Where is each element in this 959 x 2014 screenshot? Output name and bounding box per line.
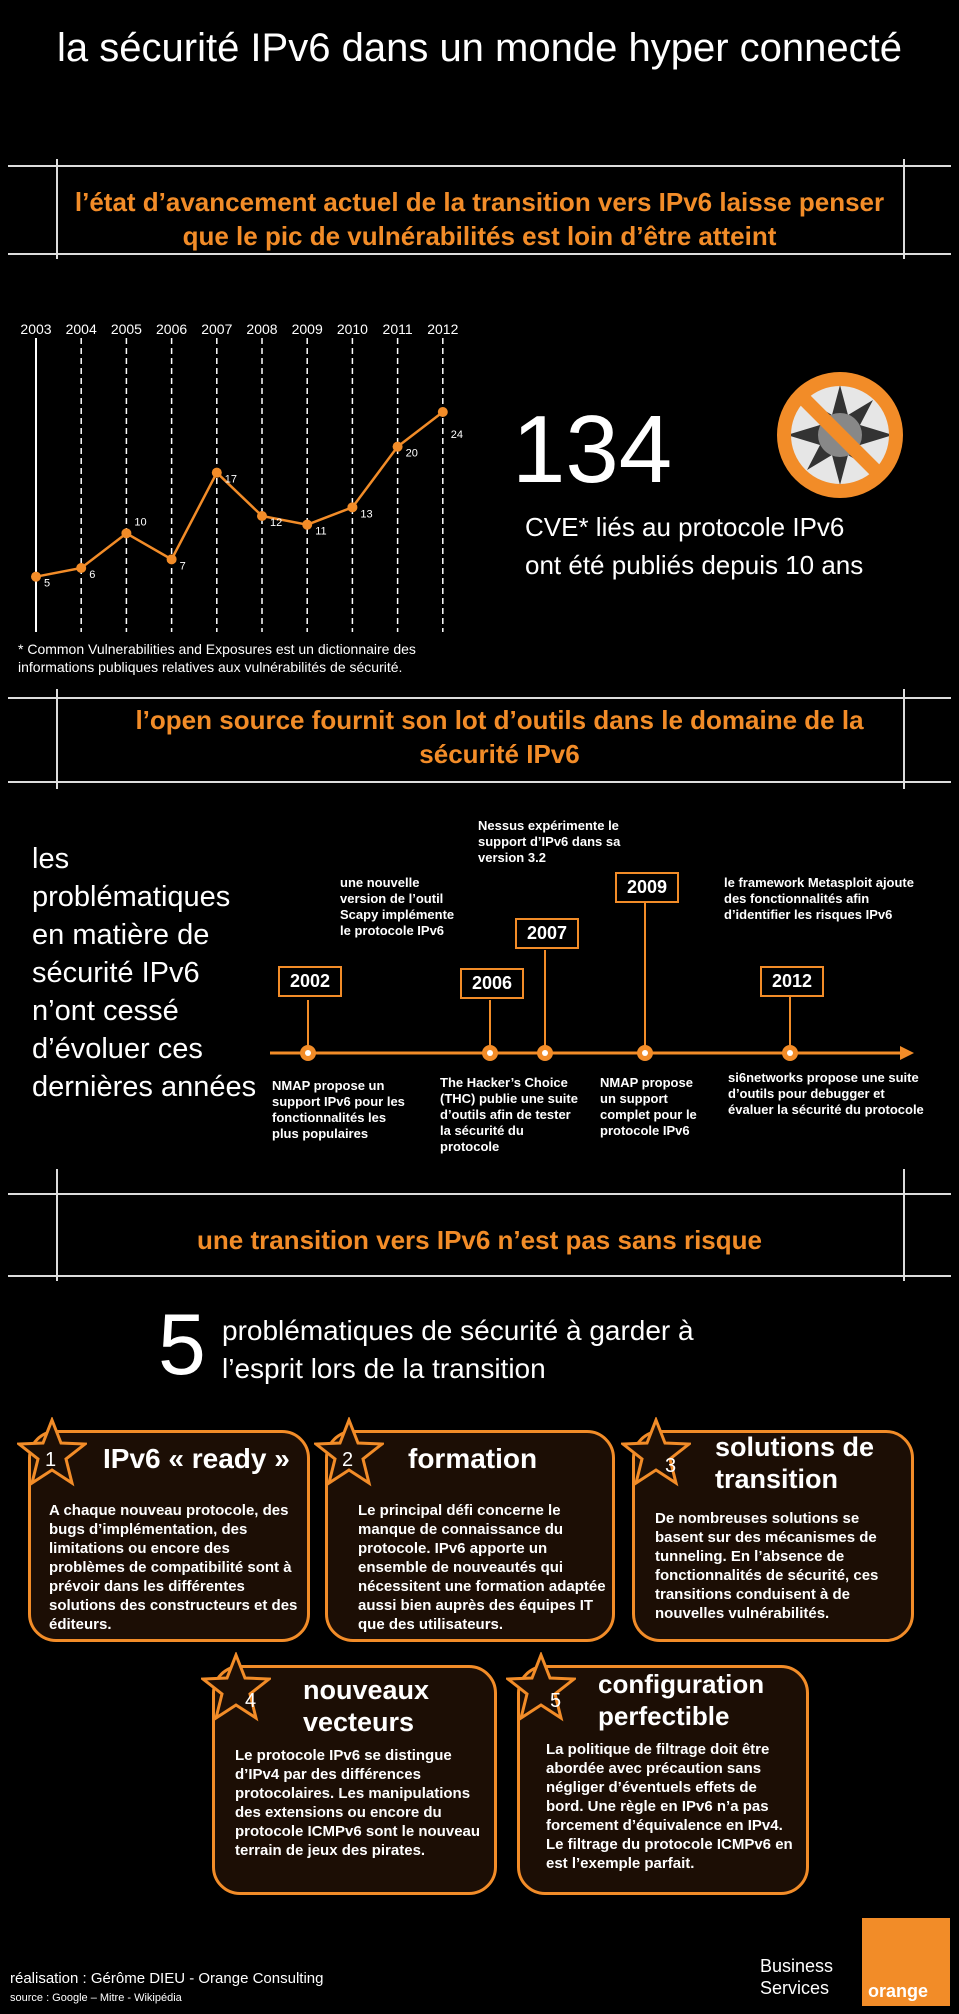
card-title: IPv6 « ready » [103, 1443, 290, 1474]
chart-point [393, 442, 403, 452]
chart-data-label: 17 [224, 473, 238, 486]
card-number: 2 [342, 1449, 354, 1471]
cve-count: 134 [512, 396, 673, 503]
chart-point [76, 563, 86, 573]
chart-point [438, 407, 448, 417]
chart-data-label: 13 [360, 508, 373, 521]
card-body: Le principal défi concerne le manque de connaissance du protocole. IPv6 apporte un ensemble de nouveautés qui nécessitent une formation adaptée aussi bien auprès des équipes IT que des utilisateurs. [358, 1502, 606, 1633]
chart-point [347, 502, 357, 512]
star-icon [621, 1417, 691, 1487]
star-icon [506, 1652, 576, 1722]
timeline-note-2012: si6networks propose une suite d’outils pour debugger et évaluer la sécurité du protocole [728, 1070, 924, 1117]
chart-point [31, 572, 41, 582]
orange-logo [862, 1918, 950, 2006]
chart-point [167, 554, 177, 564]
timeline-axis [260, 1025, 920, 1065]
services-label: Services [760, 1978, 830, 1998]
chart-data-label: 12 [270, 517, 283, 529]
timeline-year-2009: 2009 [615, 872, 679, 903]
five-text [222, 1312, 782, 1388]
cve-line-2: ont été publiés depuis 10 ans [525, 550, 864, 580]
section-header-transition [0, 155, 959, 265]
business-label: Business [760, 1956, 834, 1976]
card-number: 1 [45, 1449, 57, 1471]
card-title: nouveaux vecteurs [303, 1675, 430, 1737]
footnote-line-1: * Common Vulnerabilities and Exposures est un dictionnaire des [18, 641, 416, 657]
chart-series-line [36, 412, 443, 577]
card-title: solutions de transition [715, 1432, 875, 1494]
chart-year-label: 2009 [291, 321, 323, 337]
chart-year-label: 2008 [246, 321, 278, 337]
chart-year-label: 2011 [382, 321, 413, 337]
chart-point [257, 511, 267, 521]
chart-year-label: 2005 [110, 321, 142, 337]
star-icon [201, 1652, 271, 1722]
chart-point [212, 468, 222, 478]
business-services [760, 1955, 833, 1999]
timeline-note-2002: NMAP propose un support IPv6 pour les fonctionnalités les plus populaires [272, 1078, 405, 1141]
timeline-note-2006: The Hacker’s Choice (THC) publie une suite d’outils afin de tester la sécurité du protocole [440, 1075, 578, 1154]
chart-data-label: 24 [450, 429, 464, 441]
card-title: formation [408, 1443, 538, 1474]
card-configuration [517, 1665, 809, 1895]
chart-data-label: 10 [134, 516, 147, 529]
section-header-open-source [0, 685, 959, 795]
section-1-text: l’état d’avancement actuel de la transition vers IPv6 laisse penser que le pic de vulnérabilités est loin d’être atteint [74, 187, 885, 251]
card-ipv6-ready [28, 1430, 310, 1642]
chart-data-label: 5 [44, 577, 51, 590]
chart-year-label: 2004 [65, 321, 97, 337]
timeline-year-2007: 2007 [515, 918, 579, 949]
card-number: 5 [550, 1690, 562, 1712]
chart-data-label: 7 [179, 560, 186, 573]
section-2-text: l’open source fournit son lot d’outils dans le domaine de la sécurité IPv6 [135, 705, 864, 769]
card-formation [325, 1430, 615, 1642]
chart-year-label: 2012 [427, 321, 459, 337]
card-new-vectors [212, 1665, 497, 1895]
card-body: Le protocole IPv6 se distingue d’IPv4 par des différences protocolaires. Les manipulations des extensions ou encore du protocole ICMPv6 sont le nouveau terrain de jeux des pirates. [235, 1747, 481, 1859]
five-line-1: problématiques de sécurité à garder à [222, 1315, 694, 1346]
chart-year-label: 2003 [20, 321, 52, 337]
chart-year-label: 2010 [336, 321, 368, 337]
card-number: 4 [245, 1690, 257, 1712]
footnote-line-2: informations publiques relatives aux vulnérabilités de sécurité. [18, 659, 403, 675]
five-number: 5 [158, 1297, 206, 1393]
timeline-intro: les problématiques en matière de sécurité IPv6 n’ont cessé d’évoluer ces dernières années [32, 843, 257, 1103]
chart-year-label: 2007 [201, 321, 233, 337]
five-line-2: l’esprit lors de la transition [222, 1353, 546, 1384]
cve-description [525, 508, 863, 584]
chart-year-label: 2006 [156, 321, 188, 337]
card-number: 3 [665, 1455, 677, 1477]
source: source : Google – Mitre - Wikipédia [10, 1992, 182, 2004]
timeline-note-2007: Nessus expérimente le support d’IPv6 dans sa version 3.2 [478, 818, 621, 865]
chart-data-label: 20 [405, 447, 418, 460]
card-body: A chaque nouveau protocole, des bugs d’implémentation, des limitations ou encore des problèmes de compatibilité sont à prévoir dans les différentes solutions des constructeurs et des éditeurs. [49, 1502, 298, 1633]
card-body: La politique de filtrage doit être abordée avec précaution sans négliger d’éventuels effets de bord. Une règle en IPv6 n’a pas forcement d’équivalence en IPv4. Le filtrage du protocole ICMPv6 en est l’exemple parfait. [546, 1741, 793, 1872]
chart-data-label: 11 [315, 525, 327, 538]
page-title: la sécurité IPv6 dans un monde hyper connecté [57, 26, 902, 70]
orange-logo-text: orange [868, 1981, 929, 2001]
timeline-note-scapy: une nouvelle version de l’outil Scapy implémente le protocole IPv6 [340, 875, 455, 938]
credit: réalisation : Gérôme DIEU - Orange Consulting [10, 1970, 324, 1987]
chart-point [302, 520, 312, 530]
timeline-year-2006: 2006 [460, 968, 524, 999]
section-header-risk [0, 1165, 959, 1285]
timeline-year-2012: 2012 [760, 966, 824, 997]
card-transition-solutions [632, 1430, 914, 1642]
cve-line-1: CVE* liés au protocole IPv6 [525, 512, 845, 542]
cve-footnote [18, 640, 416, 676]
timeline-note-2009: NMAP propose un support complet pour le protocole IPv6 [600, 1075, 697, 1138]
timeline-note-metasploit: le framework Metasploit ajoute des fonctionnalités afin d’identifier les risques IPv6 [724, 875, 914, 922]
chart-data-label: 6 [89, 569, 96, 581]
vulnerability-chart [0, 320, 480, 640]
forbidden-bug-icon [768, 370, 913, 500]
card-body: De nombreuses solutions se basent sur des mécanismes de tunneling. En l’absence de fonctionnalités de sécurité, ces transitions conduisent à de nouvelles vulnérabilités. [655, 1510, 879, 1622]
chart-point [121, 528, 131, 538]
card-title: configuration perfectible [598, 1669, 765, 1731]
timeline-year-2002: 2002 [278, 966, 342, 997]
section-3-text: une transition vers IPv6 n’est pas sans risque [197, 1225, 762, 1255]
